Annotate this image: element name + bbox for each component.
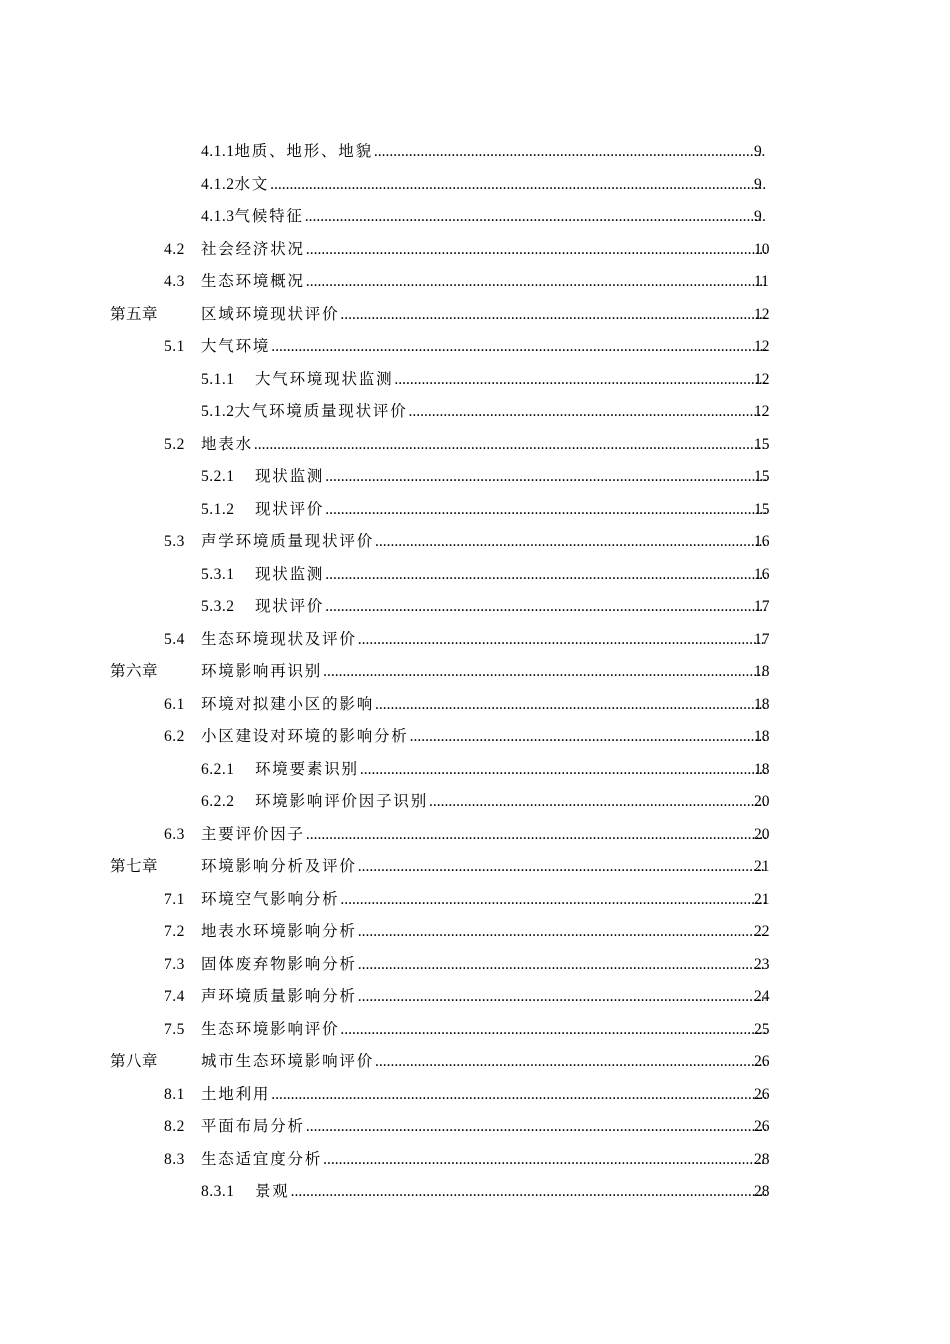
toc-entry-title: 现状监测 — [255, 468, 325, 485]
toc-entry-title: 大气环境现状监测 — [255, 370, 394, 388]
toc-entry[interactable] — [0, 656, 950, 689]
toc-entry[interactable] — [0, 169, 950, 202]
toc-entry-title: 现状评价 — [255, 500, 325, 518]
toc-leader-dots — [323, 1144, 766, 1177]
toc-leader-dots — [358, 624, 766, 657]
toc-leader-dots — [325, 494, 766, 527]
toc-entry-label — [164, 266, 766, 299]
toc-entry-label — [164, 526, 766, 559]
toc-entry-page-number: 20 — [754, 825, 770, 843]
toc-entry-page-number: 18 — [754, 663, 770, 680]
toc-entry-label — [164, 1079, 766, 1112]
toc-entry-page-number: 17 — [754, 630, 770, 648]
toc-entry[interactable] — [0, 1144, 950, 1177]
toc-entry-page-number: 25 — [754, 1020, 770, 1038]
toc-entry-title: 地表水环境影响分析 — [201, 923, 357, 940]
toc-leader-dots — [325, 559, 766, 592]
toc-entry-title: 生态环境影响评价 — [201, 1020, 340, 1038]
toc-entry-label — [201, 396, 766, 429]
toc-entry-page-number: 21 — [754, 858, 770, 875]
toc-entry-number: 8.1 — [164, 1085, 185, 1103]
toc-entry-page-number: 9 — [754, 175, 762, 193]
toc-entry-number: 8.3 — [164, 1150, 185, 1168]
toc-entry[interactable] — [0, 1176, 950, 1209]
toc-entry[interactable] — [0, 559, 950, 592]
toc-entry-label — [110, 851, 766, 884]
toc-entry[interactable] — [0, 819, 950, 852]
toc-entry-label — [201, 786, 766, 819]
toc-entry-number: 4.1.3 — [201, 208, 235, 225]
toc-entry-page-number: 12 — [754, 403, 770, 420]
toc-entry-number: 5.3 — [164, 533, 185, 550]
toc-entry-title: 景观 — [255, 1183, 290, 1200]
toc-entry-number: 4.1.2 — [201, 175, 235, 193]
toc-entry-title: 地表水 — [201, 435, 253, 453]
toc-leader-dots — [291, 1176, 766, 1209]
toc-leader-dots — [358, 981, 766, 1014]
toc-entry-title: 现状评价 — [255, 598, 325, 615]
toc-entry-title: 平面布局分析 — [201, 1118, 305, 1135]
toc-entry-title: 地质、地形、地貌 — [234, 143, 373, 160]
toc-entry-label — [164, 1144, 766, 1177]
toc-entry-number: 5.1 — [164, 338, 185, 355]
toc-entry[interactable] — [0, 494, 950, 527]
toc-entry-number: 6.1 — [164, 695, 185, 713]
toc-entry-page-number: 18 — [754, 695, 770, 713]
toc-entry-number: 6.2.2 — [201, 793, 235, 810]
toc-leader-dots — [358, 851, 766, 884]
toc-entry[interactable] — [0, 364, 950, 397]
toc-entry-label — [110, 299, 766, 332]
toc-entry-number: 5.4 — [164, 630, 185, 648]
toc-leader-dots — [306, 266, 766, 299]
toc-entry-page-number: 15 — [754, 435, 770, 453]
toc-entry-page-number: 21 — [754, 890, 770, 908]
toc-entry-title: 小区建设对环境的影响分析 — [201, 728, 409, 745]
toc-entry[interactable] — [0, 299, 950, 332]
toc-entry-number: 7.5 — [164, 1020, 185, 1038]
toc-entry-number: 5.1.1 — [201, 370, 235, 388]
toc-entry-page-number: 24 — [754, 988, 770, 1005]
toc-entry-title: 土地利用 — [201, 1085, 271, 1103]
toc-entry-label — [164, 689, 766, 722]
toc-leader-dots — [409, 396, 766, 429]
toc-leader-dots — [410, 721, 766, 754]
toc-entry-number: 第七章 — [110, 858, 159, 875]
toc-entry[interactable] — [0, 1079, 950, 1112]
toc-entry-number: 4.3 — [164, 273, 185, 290]
toc-entry-label — [201, 559, 766, 592]
toc-entry-label — [201, 201, 766, 234]
toc-entry-title: 区域环境现状评价 — [201, 305, 340, 323]
toc-entry-title: 环境要素识别 — [255, 760, 359, 778]
toc-entry-page-number: 26 — [754, 1118, 770, 1135]
toc-entry-label — [164, 721, 766, 754]
toc-entry-page-number: 18 — [754, 728, 770, 745]
toc-entry-label — [164, 1111, 766, 1144]
toc-entry[interactable] — [0, 786, 950, 819]
toc-entry[interactable] — [0, 1014, 950, 1047]
toc-entry-page-number: 16 — [754, 565, 770, 583]
toc-entry[interactable] — [0, 526, 950, 559]
toc-entry-number: 第八章 — [110, 1053, 159, 1070]
toc-entry-number: 7.3 — [164, 955, 185, 973]
toc-entry-label — [164, 331, 766, 364]
toc-entry-page-number: 28 — [754, 1150, 770, 1168]
toc-leader-dots — [374, 136, 766, 169]
toc-entry-page-number: 17 — [754, 598, 770, 615]
toc-entry-number: 7.1 — [164, 890, 185, 908]
toc-entry[interactable] — [0, 851, 950, 884]
toc-entry-page-number: 12 — [754, 305, 770, 323]
toc-entry-label — [164, 234, 766, 267]
toc-entry-title: 城市生态环境影响评价 — [201, 1053, 375, 1070]
toc-entry[interactable] — [0, 981, 950, 1014]
toc-leader-dots — [306, 1111, 766, 1144]
table-of-contents — [0, 136, 950, 1209]
toc-entry-title: 声学环境质量现状评价 — [201, 533, 375, 550]
toc-entry-title: 生态环境概况 — [201, 273, 305, 290]
toc-entry-title: 环境影响分析及评价 — [201, 858, 357, 875]
toc-entry-label — [164, 1014, 766, 1047]
toc-entry[interactable] — [0, 461, 950, 494]
toc-leader-dots — [360, 754, 766, 787]
toc-leader-dots — [325, 591, 766, 624]
toc-entry-number: 6.2.1 — [201, 760, 235, 778]
toc-entry-title: 水文 — [234, 175, 270, 193]
toc-leader-dots — [271, 1079, 766, 1112]
toc-entry-title: 环境影响再识别 — [201, 663, 323, 680]
toc-entry-page-number: 15 — [754, 500, 770, 518]
toc-leader-dots — [325, 461, 766, 494]
toc-entry-number: 5.2 — [164, 435, 185, 453]
toc-entry[interactable] — [0, 396, 950, 429]
toc-entry-number: 7.2 — [164, 923, 185, 940]
toc-entry[interactable] — [0, 429, 950, 462]
toc-entry-number: 第六章 — [110, 663, 159, 680]
toc-leader-dots — [375, 689, 766, 722]
toc-leader-dots — [394, 364, 766, 397]
toc-entry-label — [164, 429, 766, 462]
toc-leader-dots — [375, 1046, 766, 1079]
toc-entry[interactable] — [0, 1111, 950, 1144]
toc-entry-page-number: 12 — [754, 338, 770, 355]
toc-leader-dots — [306, 234, 766, 267]
toc-entry-label — [201, 1176, 766, 1209]
toc-leader-dots — [375, 526, 766, 559]
toc-leader-dots — [340, 884, 766, 917]
toc-entry-page-number: 12 — [754, 370, 770, 388]
toc-entry-page-number: 9 — [754, 208, 762, 225]
toc-entry[interactable] — [0, 949, 950, 982]
toc-entry-label — [110, 1046, 766, 1079]
toc-entry-title: 大气环境 — [201, 338, 271, 355]
toc-entry-page-number: 15 — [754, 468, 770, 485]
toc-entry-label — [201, 461, 766, 494]
toc-entry[interactable] — [0, 884, 950, 917]
toc-leader-dots — [271, 331, 766, 364]
toc-entry-page-number: 22 — [754, 923, 770, 940]
toc-entry-number: 7.4 — [164, 988, 185, 1005]
toc-leader-dots — [305, 201, 766, 234]
toc-leader-dots — [340, 299, 766, 332]
toc-entry-number: 8.2 — [164, 1118, 185, 1135]
toc-entry[interactable] — [0, 266, 950, 299]
toc-entry[interactable] — [0, 721, 950, 754]
toc-entry-label — [201, 169, 766, 202]
toc-entry[interactable] — [0, 754, 950, 787]
toc-entry-label — [164, 624, 766, 657]
toc-entry-label — [164, 916, 766, 949]
toc-entry-label — [201, 494, 766, 527]
toc-entry-number: 8.3.1 — [201, 1183, 235, 1200]
toc-entry-title: 主要评价因子 — [201, 825, 305, 843]
toc-entry[interactable] — [0, 624, 950, 657]
toc-leader-dots — [306, 819, 766, 852]
toc-leader-dots — [254, 429, 766, 462]
toc-entry-title: 现状监测 — [255, 565, 325, 583]
toc-entry-label — [164, 981, 766, 1014]
toc-entry-number: 4.2 — [164, 240, 185, 258]
toc-entry-label — [110, 656, 766, 689]
toc-entry-page-number: 18 — [754, 760, 770, 778]
toc-leader-dots — [358, 916, 766, 949]
toc-entry-label — [201, 364, 766, 397]
toc-entry-page-number: 23 — [754, 955, 770, 973]
toc-entry-number: 4.1.1 — [201, 143, 235, 160]
toc-leader-dots — [429, 786, 766, 819]
toc-entry[interactable] — [0, 136, 950, 169]
toc-entry-title: 环境影响评价因子识别 — [255, 793, 429, 810]
toc-leader-dots — [340, 1014, 766, 1047]
toc-entry-page-number: 28 — [754, 1183, 770, 1200]
toc-entry-title: 大气环境质量现状评价 — [234, 403, 408, 420]
toc-entry[interactable] — [0, 331, 950, 364]
toc-entry-title: 生态适宜度分析 — [201, 1150, 323, 1168]
toc-entry-title: 生态环境现状及评价 — [201, 630, 357, 648]
toc-entry-page-number: 26 — [754, 1053, 770, 1070]
toc-entry-label — [164, 819, 766, 852]
toc-entry-title: 气候特征 — [234, 208, 304, 225]
toc-entry-title: 环境对拟建小区的影响 — [201, 695, 375, 713]
toc-entry-label — [201, 136, 766, 169]
toc-entry-number: 5.2.1 — [201, 468, 235, 485]
toc-entry[interactable] — [0, 591, 950, 624]
toc-entry[interactable] — [0, 1046, 950, 1079]
toc-entry-title: 固体废弃物影响分析 — [201, 955, 357, 973]
toc-entry-number: 5.1.2 — [201, 403, 235, 420]
toc-entry[interactable] — [0, 916, 950, 949]
toc-leader-dots — [358, 949, 766, 982]
toc-entry-number: 6.3 — [164, 825, 185, 843]
toc-entry-number: 第五章 — [110, 305, 159, 323]
toc-entry-title: 环境空气影响分析 — [201, 890, 340, 908]
toc-entry-label — [201, 754, 766, 787]
toc-entry-label — [201, 591, 766, 624]
toc-entry-page-number: 26 — [754, 1085, 770, 1103]
toc-entry-title: 社会经济状况 — [201, 240, 305, 258]
toc-entry-page-number: 16 — [754, 533, 770, 550]
toc-entry-number: 5.3.1 — [201, 565, 235, 583]
toc-entry-label — [164, 949, 766, 982]
toc-leader-dots — [323, 656, 766, 689]
toc-entry-number: 6.2 — [164, 728, 185, 745]
toc-entry-page-number: 20 — [754, 793, 770, 810]
toc-entry-title: 声环境质量影响分析 — [201, 988, 357, 1005]
toc-entry[interactable] — [0, 201, 950, 234]
toc-entry-number: 5.1.2 — [201, 500, 235, 518]
toc-entry-label — [164, 884, 766, 917]
toc-entry-page-number: 11 — [754, 273, 769, 290]
toc-entry-number: 5.3.2 — [201, 598, 235, 615]
toc-entry[interactable] — [0, 234, 950, 267]
toc-leader-dots — [270, 169, 766, 202]
toc-entry-page-number: 9 — [754, 143, 762, 160]
toc-entry[interactable] — [0, 689, 950, 722]
toc-entry-page-number: 10 — [754, 240, 770, 258]
